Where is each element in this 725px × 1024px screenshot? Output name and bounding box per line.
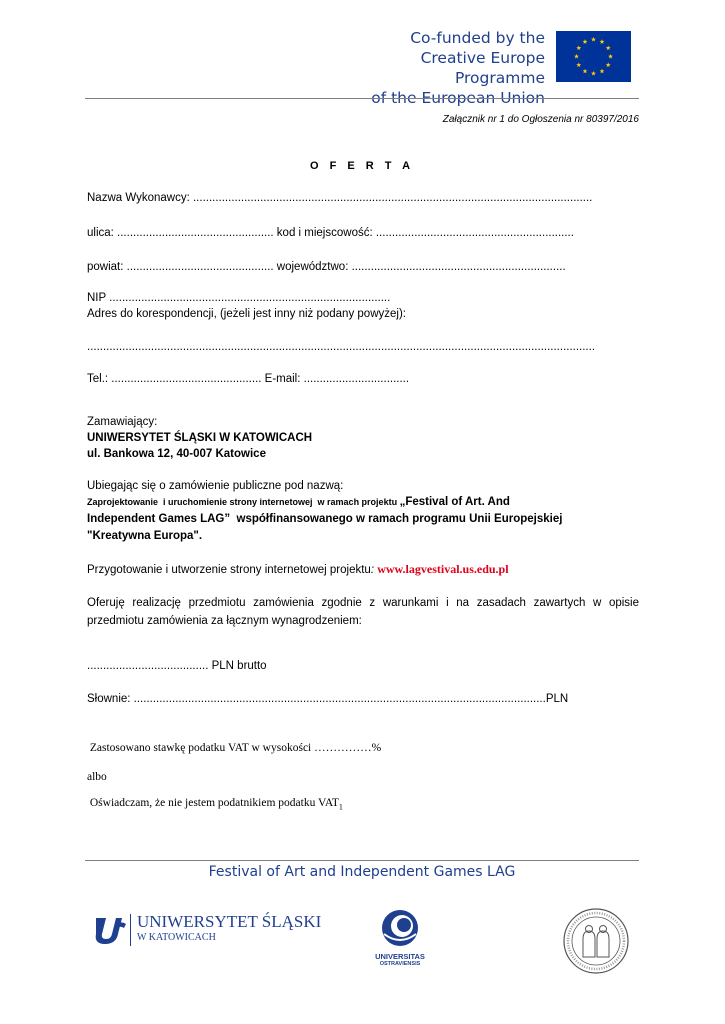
footnote-mark: 1 <box>338 802 343 812</box>
buyer-name: UNIWERSYTET ŚLĄSKI W KATOWICACH <box>87 432 313 444</box>
us-logo <box>92 910 322 950</box>
website-colon: : <box>370 564 378 576</box>
ostrava-name: UNIVERSITAS <box>375 952 425 961</box>
footer-divider <box>85 860 639 861</box>
tender-name-small: Zaprojektowanie i uruchomienie strony internetowej w ramach projektu <box>87 497 400 507</box>
ostrava-logo-icon <box>380 908 420 948</box>
website-label: Przygotowanie i utworzenie strony internetowej projektu <box>87 564 371 576</box>
annex-reference: Załącznik nr 1 do Ogłoszenia nr 80397/2016 <box>442 114 639 125</box>
website-link[interactable]: www.lagvestival.us.edu.pl <box>377 562 509 576</box>
us-logo-name: UNIWERSYTET ŚLĄSKI <box>137 912 322 931</box>
contractor-name-field[interactable]: Nazwa Wykonawcy: ............................................................................................................................. <box>87 192 593 204</box>
street-postcode-field[interactable]: ulica: ................................................. kod i miejscowość: .............................................................. <box>87 227 574 239</box>
address-field[interactable]: ............................................................................................................................................................... <box>87 341 596 353</box>
us-logo-icon <box>92 912 128 946</box>
tender-name-line-1 <box>87 496 510 508</box>
vat-rate-option[interactable] <box>87 742 381 754</box>
tender-name-line-3: "Kreatywna Europa". <box>87 530 203 542</box>
cofunded-text <box>330 28 545 108</box>
us-logo-divider <box>130 914 131 946</box>
ostrava-logo <box>360 908 440 972</box>
contact-field[interactable]: Tel.: ............................................... E-mail: ................................. <box>87 373 410 385</box>
header-divider <box>85 98 639 99</box>
ostrava-city: OSTRAVIENSIS <box>379 961 421 967</box>
address-label: Adres do korespondencji, (jeżeli jest inny niż podany powyżej): <box>87 308 406 320</box>
offer-text: Oferuję realizację przedmiotu zamówienia zgodnie z warunkami i na zasadach zawartych w opisie przedmiotu zamówienia za łącznym wynagrodzeniem: <box>87 597 639 627</box>
page-title: O F E R T A <box>309 160 415 172</box>
tender-intro: Ubiegając się o zamówienie publiczne pod nazwą: <box>87 480 344 492</box>
buyer-label: Zamawiający: <box>87 416 158 428</box>
cofunded-line-2: Creative Europe Programme <box>420 49 545 87</box>
tender-name-line-2: Independent Games LAG” współfinansowanego w ramach programu Unii Europejskiej <box>87 513 563 525</box>
website-line <box>87 562 509 577</box>
vat-exempt-option[interactable] <box>87 797 343 811</box>
us-logo-city: W KATOWICACH <box>137 932 216 943</box>
footer-title: Festival of Art and Independent Games LAG <box>208 864 516 880</box>
tender-name-big: „Festival of Art. And <box>399 496 510 508</box>
cofunded-line-1: Co-funded by the <box>410 29 545 47</box>
amount-field[interactable]: ...................................... PLN brutto <box>87 660 267 672</box>
amount-words-field[interactable]: Słownie: .................................................................................................................................PLN <box>87 693 569 705</box>
cofunded-line-3: of the European Union <box>371 89 545 107</box>
eu-flag-icon <box>556 31 631 82</box>
county-province-field[interactable]: powiat: .............................................. województwo: ................................................................... <box>87 261 566 273</box>
seal-icon <box>561 907 631 975</box>
buyer-address: ul. Bankowa 12, 40-007 Katowice <box>87 448 266 460</box>
vat-exempt-label: Oświadczam, że nie jestem podatnikiem podatku VAT <box>87 797 339 809</box>
nip-field[interactable]: NIP ........................................................................................ <box>87 292 391 304</box>
or-text: albo <box>87 771 107 783</box>
vat-rate-label: Zastosowano stawkę podatku VAT w wysokości ……………% <box>87 742 382 754</box>
